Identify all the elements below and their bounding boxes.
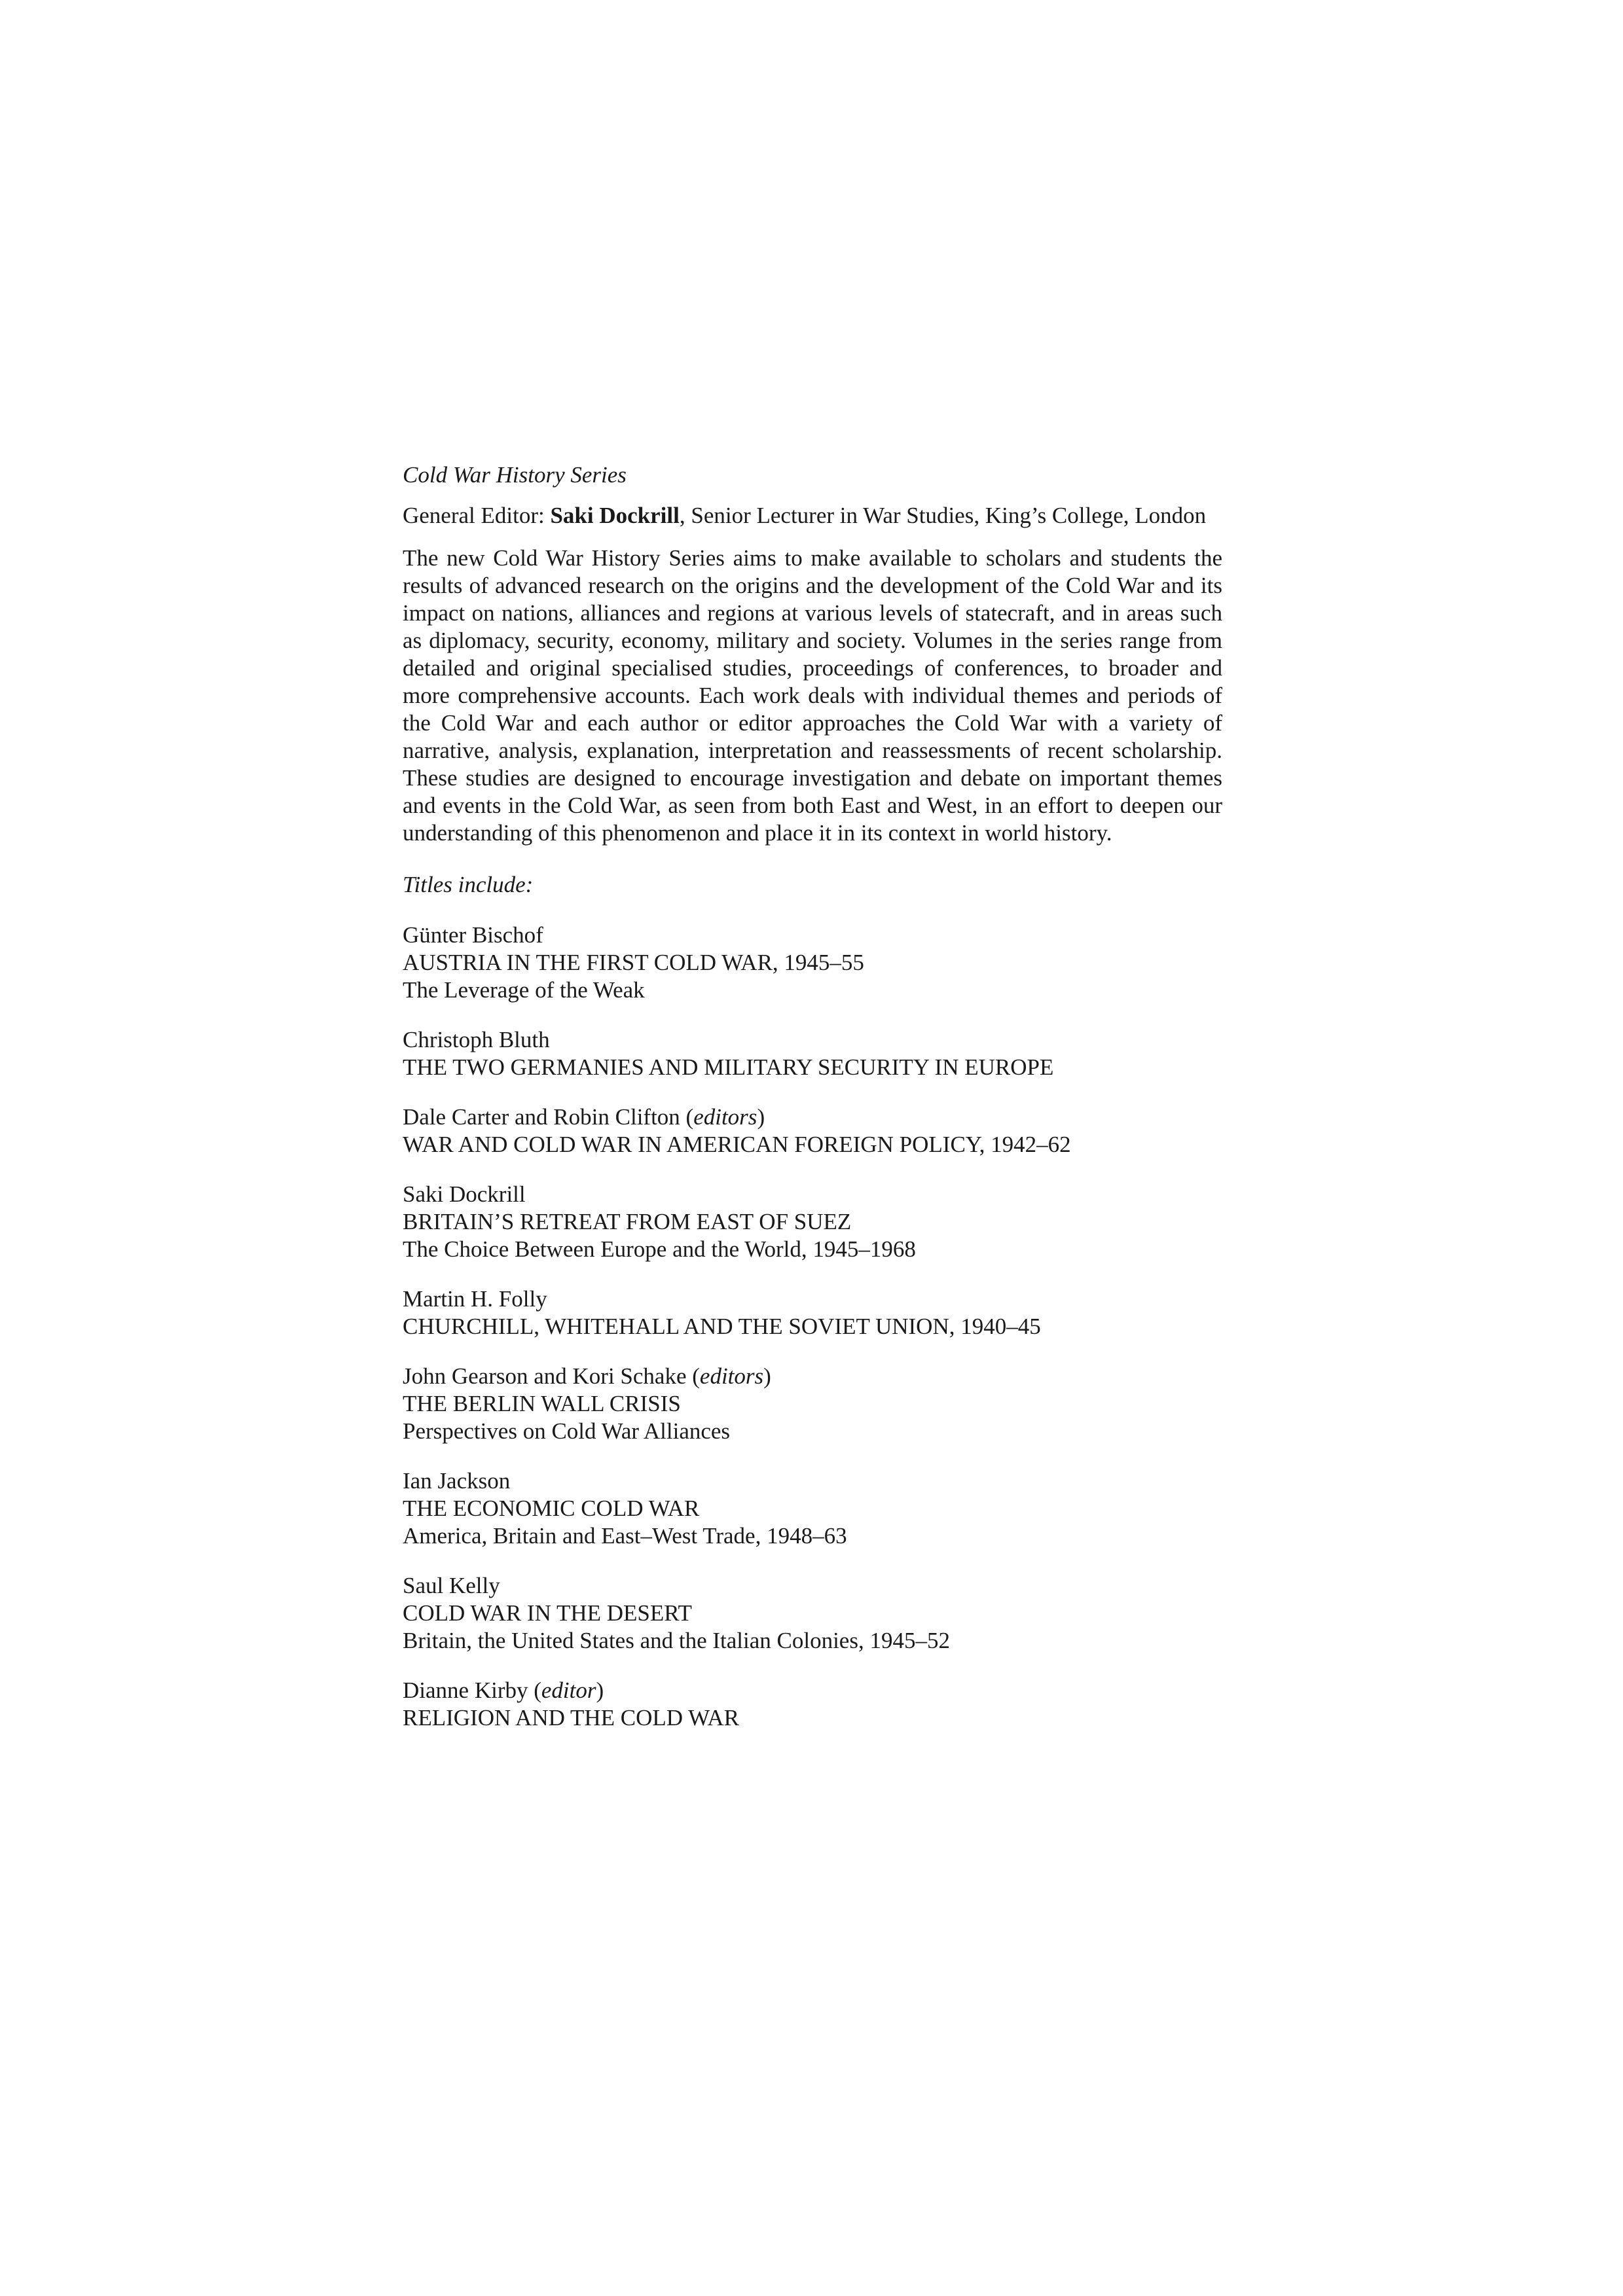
book-title: WAR AND COLD WAR IN AMERICAN FOREIGN POLICY, 1942–62 [403,1132,1071,1157]
book-author: Günter Bischof [403,922,543,948]
series-page [403,461,1222,1754]
book-title: THE ECONOMIC COLD WAR [403,1496,700,1521]
book-title: THE TWO GERMANIES AND MILITARY SECURITY IN EUROPE [403,1054,1054,1080]
book-title: THE BERLIN WALL CRISIS [403,1391,681,1416]
book-editor-role: editor [541,1677,596,1703]
series-description: The new Cold War History Series aims to make available to scholars and students the results of advanced research on the origins and the development of the Cold War and its impact on nations, alliances and regions at various levels of statecraft, and in areas such as diplomacy, security, economy, military and society. Volumes in the series range from detailed and original specialised studies, proceedings of conferences, to broader and more comprehensive accounts. Each work deals with individual themes and periods of the Cold War and each author or editor approaches the Cold War with a variety of narrative, analysis, explanation, interpretation and reassessments of recent scholarship. These studies are designed to encourage investigation and debate on important themes and events in the Cold War, as seen from both East and West, in an effort to deepen our understanding of this phenomenon and place it in its context in world history. [403,545,1222,846]
book-entry [403,1467,1222,1550]
book-title: CHURCHILL, WHITEHALL AND THE SOVIET UNION, 1940–45 [403,1314,1041,1339]
book-author: Christoph Bluth [403,1027,550,1052]
book-author-line: Dianne Kirby (editor) [403,1677,604,1703]
book-author-line [403,1026,1222,1054]
book-entry [403,1026,1222,1081]
book-list [403,922,1222,1732]
book-author: John Gearson and Kori Schake [403,1363,687,1389]
book-entry [403,1181,1222,1263]
book-subtitle: Britain, the United States and the Italian Colonies, 1945–52 [403,1628,950,1653]
book-author: Saki Dockrill [403,1181,526,1207]
book-author-line [403,1572,1222,1600]
book-author-line: Dale Carter and Robin Clifton (editors) [403,1104,765,1130]
book-subtitle: America, Britain and East–West Trade, 1948–63 [403,1523,847,1549]
book-author-line [403,922,1222,949]
book-author-line: John Gearson and Kori Schake (editors) [403,1363,771,1389]
book-editor-role: editors [693,1104,757,1130]
editor-affiliation: , Senior Lecturer in War Studies, King’s College, London [679,503,1207,528]
book-entry [403,1677,1222,1732]
book-author: Saul Kelly [403,1573,500,1598]
editor-name: Saki Dockrill [550,503,680,528]
book-title: BRITAIN’S RETREAT FROM EAST OF SUEZ [403,1209,852,1234]
book-author: Martin H. Folly [403,1286,547,1312]
book-title: RELIGION AND THE COLD WAR [403,1705,739,1731]
editor-prefix: General Editor: [403,503,551,528]
general-editor-line [403,502,1222,529]
book-title: AUSTRIA IN THE FIRST COLD WAR, 1945–55 [403,950,864,975]
book-subtitle: The Choice Between Europe and the World, 1945–1968 [403,1236,916,1262]
book-subtitle: The Leverage of the Weak [403,977,645,1003]
book-entry [403,1103,1222,1158]
book-entry [403,1363,1222,1445]
book-editor-role: editors [699,1363,764,1389]
book-subtitle: Perspectives on Cold War Alliances [403,1418,731,1444]
series-title: Cold War History Series [403,462,627,488]
book-title: COLD WAR IN THE DESERT [403,1600,692,1626]
titles-include-heading: Titles include: [403,872,534,897]
book-author: Dale Carter and Robin Clifton [403,1104,680,1130]
book-author-line [403,1181,1222,1208]
book-author: Ian Jackson [403,1468,511,1494]
book-entry [403,922,1222,1004]
book-author: Dianne Kirby [403,1677,528,1703]
book-entry [403,1285,1222,1340]
book-author-line [403,1467,1222,1495]
book-author-line [403,1285,1222,1313]
book-entry [403,1572,1222,1655]
